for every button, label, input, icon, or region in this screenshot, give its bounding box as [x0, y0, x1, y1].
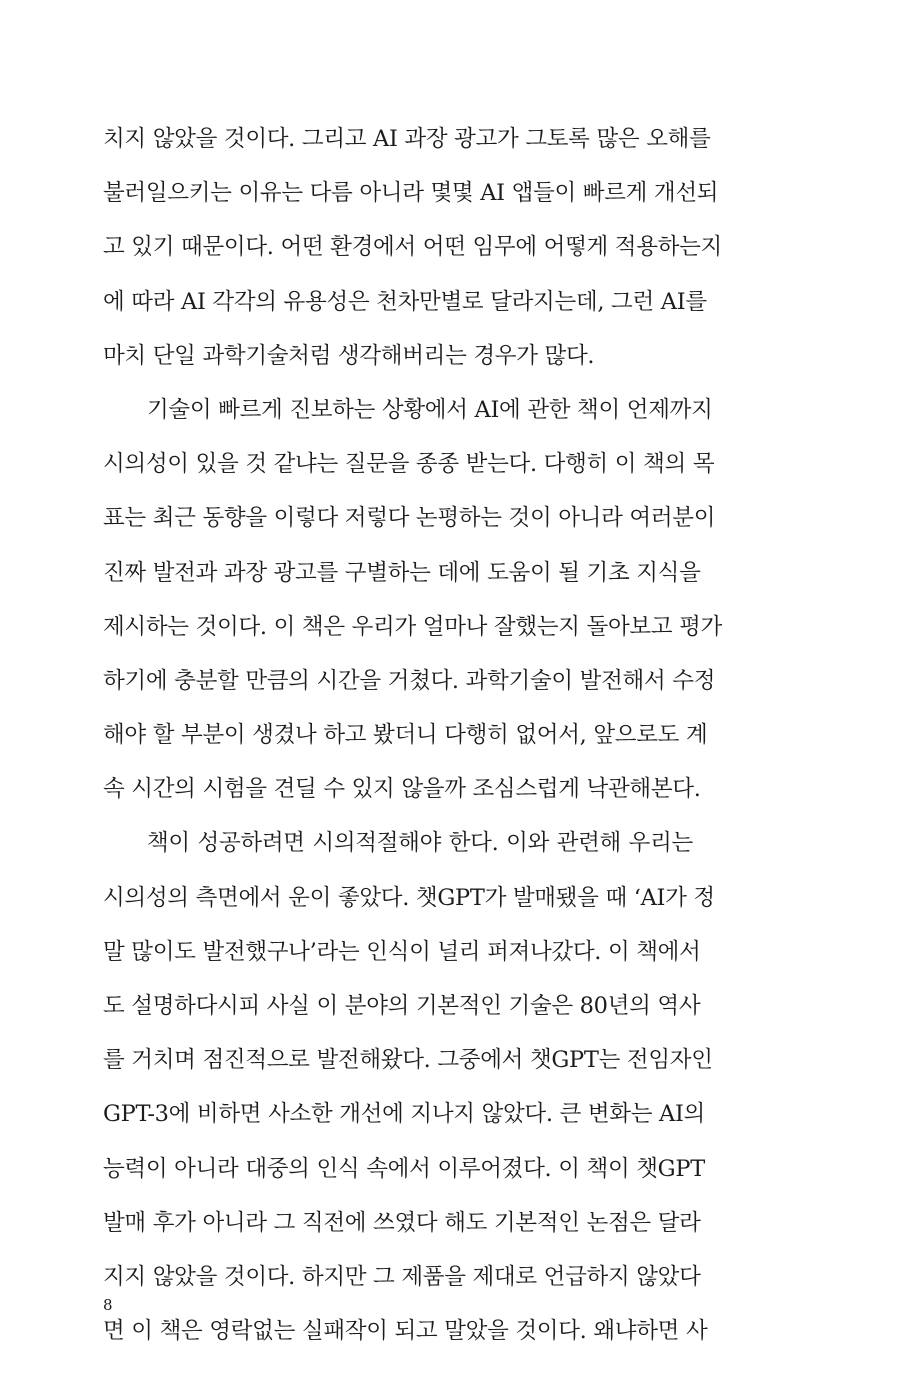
text-line: 표는 최근 동향을 이렇다 저렇다 논평하는 것이 아니라 여러분이 — [103, 505, 716, 532]
paragraph — [103, 388, 722, 822]
text-line: 치지 않았을 것이다. 그리고 AI 과장 광고가 그토록 많은 오해를 — [103, 126, 711, 152]
text-line: 시의성이 있을 것 같냐는 질문을 종종 받는다. 다행히 이 책의 목 — [103, 451, 715, 478]
text-line: 말 많이도 발전했구나’라는 인식이 널리 퍼져나갔다. 이 책에서 — [103, 938, 701, 965]
text-line: 제시하는 것이다. 이 책은 우리가 얼마나 잘했는지 돌아보고 평가 — [103, 613, 722, 640]
text-line: 진짜 발전과 과장 광고를 구별하는 데에 도움이 될 기초 지식을 — [103, 559, 701, 586]
text-line: 면 이 책은 영락없는 실패작이 되고 말았을 것이다. 왜냐하면 사 — [103, 1318, 708, 1345]
text-line: 발매 후가 아니라 그 직전에 쓰였다 해도 기본적인 논점은 달라 — [103, 1209, 701, 1236]
text-line: 하기에 충분할 만큼의 시간을 거쳤다. 과학기술이 발전해서 수정 — [103, 667, 716, 694]
text-line: 불러일으키는 이유는 다름 아니라 몇몇 AI 앱들이 빠르게 개선되 — [103, 180, 719, 207]
text-line: 고 있기 때문이다. 어떤 환경에서 어떤 임무에 어떻게 적용하는지 — [103, 234, 722, 261]
body-text — [103, 117, 722, 1363]
text-line: 마치 단일 과학기술처럼 생각해버리는 경우가 많다. — [103, 342, 595, 369]
text-line: 에 따라 AI 각각의 유용성은 천차만별로 달라지는데, 그런 AI를 — [103, 288, 707, 315]
text-line: 속 시간의 시험을 견딜 수 있지 않을까 조심스럽게 낙관해본다. — [103, 776, 701, 803]
text-line: 도 설명하다시피 사실 이 분야의 기본적인 기술은 80년의 역사 — [103, 993, 701, 1019]
text-line: 를 거치며 점진적으로 발전해왔다. 그중에서 챗GPT는 전임자인 — [103, 1047, 713, 1074]
text-line: 시의성의 측면에서 운이 좋았다. 챗GPT가 발매됐을 때 ‘AI가 정 — [103, 884, 715, 911]
text-line: 책이 성공하려면 시의적절해야 한다. 이와 관련해 우리는 — [147, 830, 693, 857]
text-line: GPT-3에 비하면 사소한 개선에 지나지 않았다. 큰 변화는 AI의 — [103, 1101, 705, 1128]
text-line: 지지 않았을 것이다. 하지만 그 제품을 제대로 언급하지 않았다 — [103, 1263, 701, 1290]
paragraph — [103, 821, 715, 1363]
text-line: 능력이 아니라 대중의 인식 속에서 이루어졌다. 이 책이 챗GPT — [103, 1155, 705, 1182]
text-line: 해야 할 부분이 생겼나 하고 봤더니 다행히 없어서, 앞으로도 계 — [103, 722, 708, 749]
text-line: 기술이 빠르게 진보하는 상황에서 AI에 관한 책이 언제까지 — [147, 396, 713, 423]
page-number: 8 — [103, 1296, 113, 1314]
paragraph — [103, 117, 722, 388]
